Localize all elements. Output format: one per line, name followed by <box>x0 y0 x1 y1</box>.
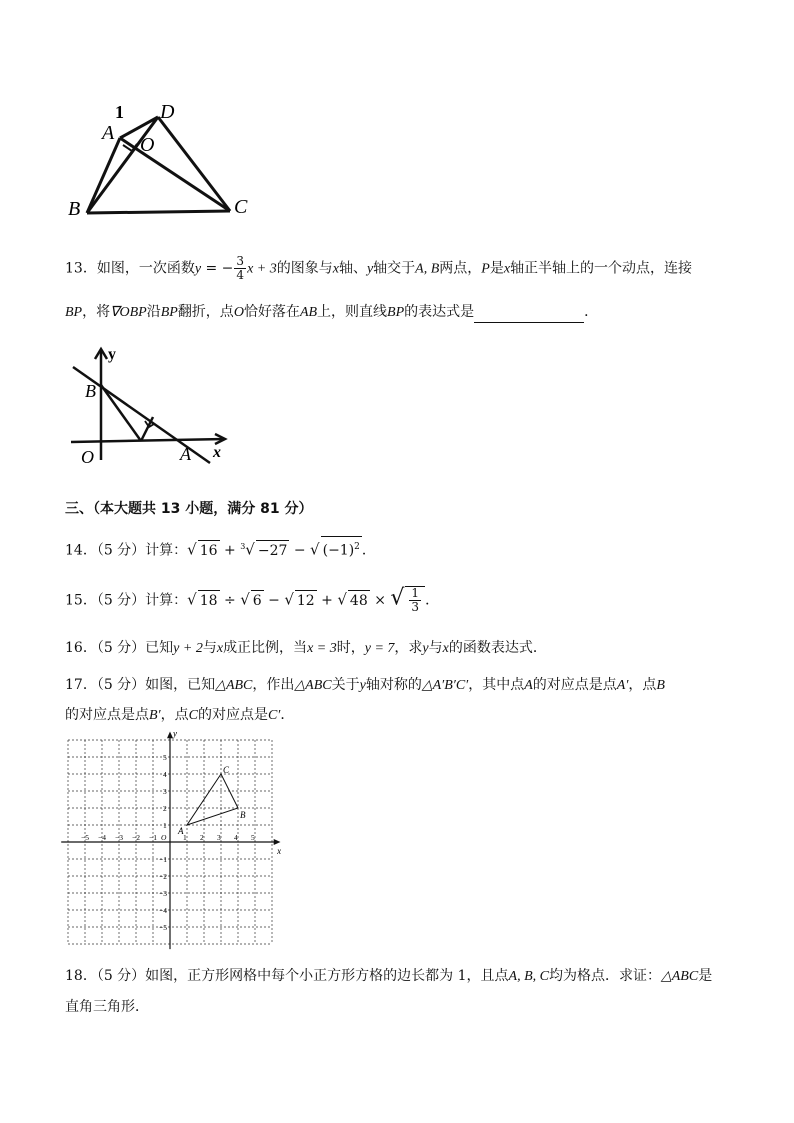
tick-label-y: −2 <box>159 872 167 881</box>
label-x: x <box>213 444 221 461</box>
tick-label-y: −5 <box>159 923 167 932</box>
tick-label-x: 5 <box>251 833 255 842</box>
question-18-line-2: 直角三角形． <box>65 999 149 1015</box>
tick-label-x: −5 <box>81 833 89 842</box>
segment-BC <box>87 211 230 213</box>
tick-label-y: −4 <box>159 906 167 915</box>
tick-label-x: −3 <box>115 833 123 842</box>
tick-label-y: 1 <box>163 821 167 830</box>
x-axis <box>71 439 225 442</box>
tick-label-x: −2 <box>132 833 140 842</box>
tick-label-y: −3 <box>159 889 167 898</box>
figure-q12 <box>60 95 260 225</box>
segment-BP <box>101 385 141 441</box>
tick-label-y: −1 <box>159 855 167 864</box>
answer-blank[interactable] <box>474 308 584 323</box>
figure-q17-grid <box>60 728 285 950</box>
label-A: A <box>180 444 191 464</box>
question-17-line-1: 17．（5 分）如图，已知△ABC，作出△ABC关于y轴对称的△A′B′C′，其中点A的对应点是点A′，点B <box>65 677 665 693</box>
segment-CD <box>158 117 230 211</box>
label-B: B <box>85 381 96 401</box>
question-number: 13． <box>65 260 97 277</box>
tick-label-y: 3 <box>163 787 167 796</box>
point-label-C: C <box>223 765 230 775</box>
question-16: 16．（5 分）已知y + 2与x成正比例，当x = 3时，y = 7，求y与x的函数表达式． <box>65 640 547 656</box>
axis-label-y: y <box>173 728 177 739</box>
tick-label-x: 4 <box>234 833 238 842</box>
section-heading: 三、（本大题共 13 小题，满分 81 分） <box>65 501 313 517</box>
figure-q13 <box>65 345 245 470</box>
tick-label-x: 1 <box>183 833 187 842</box>
axis-label-x: x <box>277 846 282 856</box>
tick-label-y: 2 <box>163 804 167 813</box>
fraction: $\frac{3}{4}$ <box>236 254 245 282</box>
label-O: O <box>81 447 94 467</box>
question-18-line-1: 18．（5 分）如图，正方形网格中每个小正方形方格的边长都为 1，且点A, B, C均为格点．求证：△ABC是 <box>65 968 713 984</box>
label-A: A <box>102 122 115 144</box>
question-14: 14．（5 分）计算：√ 16 + $^3$√ −27 − √ $(-1)^2$ ． <box>65 536 376 561</box>
segment-P-O-prime <box>141 417 153 441</box>
triangle-ABC <box>187 774 238 825</box>
tick-label-x: O <box>161 833 167 842</box>
tick-label-x: 2 <box>200 833 204 842</box>
label-C: C <box>234 196 248 218</box>
label-B: B <box>68 198 81 220</box>
question-13-line-2: BP，将∇OBP沿BP翻折，点O恰好落在AB上，则直线BP的表达式是 ． <box>65 302 598 323</box>
segment-BD <box>87 117 158 213</box>
tick-label-y: 5 <box>163 753 167 762</box>
x-axis-arrow <box>274 839 281 845</box>
label-O: O <box>140 134 155 156</box>
point-label-A: A <box>178 826 184 836</box>
segment-AC <box>120 138 230 211</box>
point-label-B: B <box>240 810 246 820</box>
tick-label-y: 4 <box>163 770 167 779</box>
question-17-line-2: 的对应点是点B′，点C的对应点是C′． <box>65 707 295 723</box>
tick-label-x: −4 <box>98 833 106 842</box>
tick-label-x: 3 <box>217 833 221 842</box>
label-y: y <box>108 346 116 363</box>
question-15: 15．（5 分）计算：√ 18 ÷ √ 6 − √ 12 + √ 48 × √ $\frac{1}{3}$ ． <box>65 585 440 614</box>
label-angle-1: 1 <box>115 102 124 122</box>
label-D: D <box>160 101 175 123</box>
question-13-line-1: 13．如图，一次函数y = − $\frac{3}{4}$ x + 3的图象与x轴、y轴交于A, B两点，P是x轴正半轴上的一个动点，连接 <box>65 254 693 282</box>
tick-label-x: −1 <box>149 833 157 842</box>
